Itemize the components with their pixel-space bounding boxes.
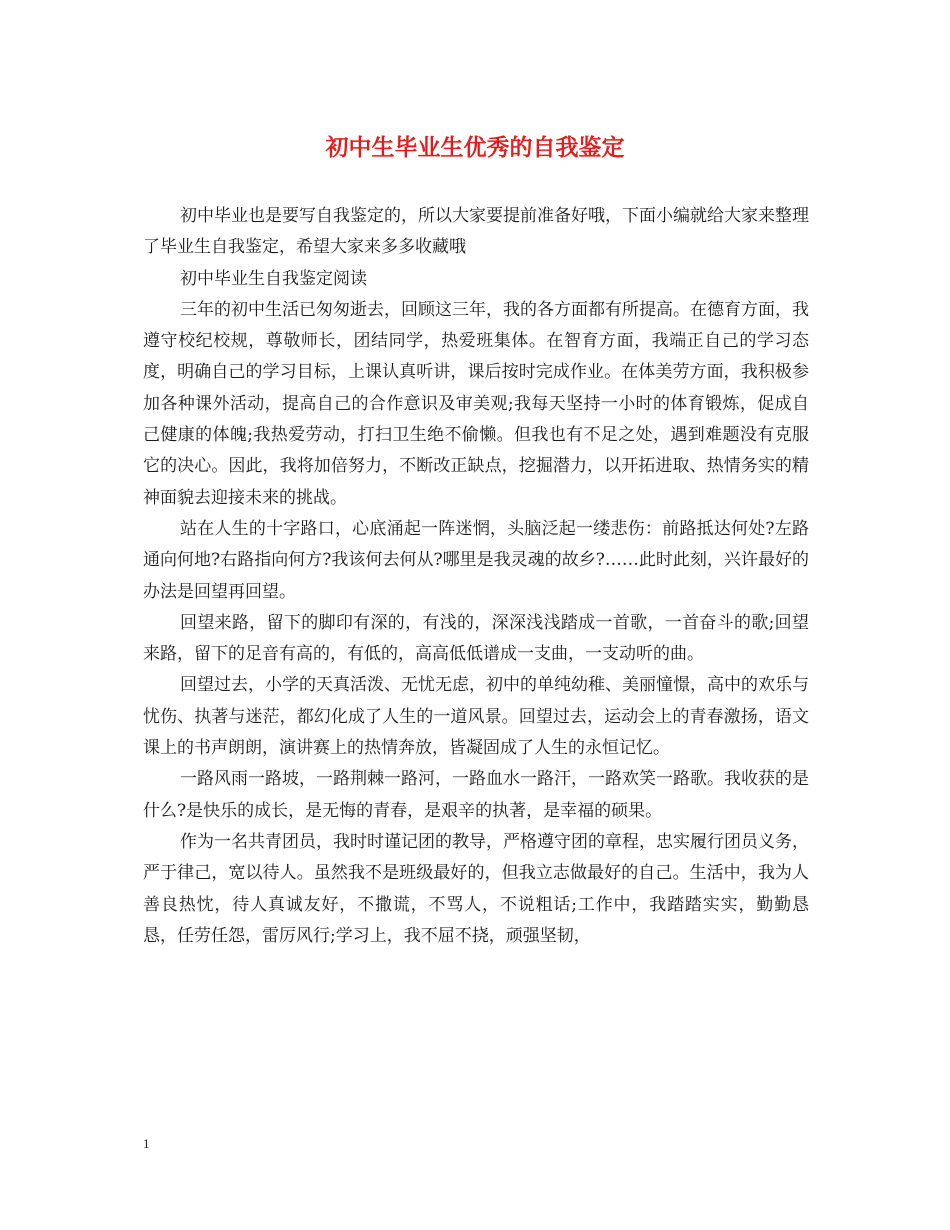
paragraph-harvest: 一路风雨一路坡，一路荆棘一路河，一路血水一路汗，一路欢笑一路歌。我收获的是什么?是快乐的成长，是无悔的青春，是艰辛的执著，是幸福的硕果。 xyxy=(143,769,809,821)
paragraph-crossroads: 站在人生的十字路口，心底涌起一阵迷惘，头脑泛起一缕悲伤：前路抵达何处?左路通向何地?右路指向何方?我该何去何从?哪里是我灵魂的故乡?……此时此刻，兴许最好的办法是回望再回望。 xyxy=(143,518,809,602)
paragraph-subheading: 初中毕业生自我鉴定阅读 xyxy=(180,268,367,289)
paragraph-three-years: 三年的初中生活已匆匆逝去，回顾这三年，我的各方面都有所提高。在德育方面，我遵守校纪校规，尊敬师长，团结同学，热爱班集体。在智育方面，我端正自己的学习态度，明确自己的学习目标，上课认真听讲，课后按时完成作业。在体美劳方面，我积极参加各种课外活动，提高自己的合作意识及审美观;我每天坚持一小时的体育锻炼，促成自己健康的体魄;我热爱劳动，打扫卫生绝不偷懒。但我也有不足之处，遇到难题没有克服它的决心。因此，我将加倍努力，不断改正缺点，挖掘潜力，以开拓进取、热情务实的精神面貌去迎接未来的挑战。 xyxy=(143,299,809,508)
paragraph-league-member: 作为一名共青团员，我时时谨记团的教导，严格遵守团的章程，忠实履行团员义务，严于律己，宽以待人。虽然我不是班级最好的，但我立志做最好的自己。生活中，我为人善良热忱，待人真诚友好，不撒谎，不骂人，不说粗话;工作中，我踏踏实实，勤勤恳恳，任劳任怨，雷厉风行;学习上，我不屈不挠，顽强坚韧， xyxy=(143,831,809,946)
paragraph-look-back-past: 回望过去，小学的天真活泼、无忧无虑，初中的单纯幼稚、美丽憧憬，高中的欢乐与忧伤、执著与迷茫，都幻化成了人生的一道风景。回望过去，运动会上的青春激扬，语文课上的书声朗朗，演讲赛上的热情奔放，皆凝固成了人生的永恒记忆。 xyxy=(143,675,809,759)
paragraph-intro: 初中毕业也是要写自我鉴定的，所以大家要提前准备好哦，下面小编就给大家来整理了毕业生自我鉴定，希望大家来多多收藏哦 xyxy=(143,206,809,258)
document-title: 初中生毕业生优秀的自我鉴定 xyxy=(325,134,625,161)
paragraph-look-back-road: 回望来路，留下的脚印有深的，有浅的，深深浅浅踏成一首歌，一首奋斗的歌;回望来路，留下的足音有高的，有低的，高高低低谱成一支曲，一支动听的曲。 xyxy=(143,612,809,665)
document-body xyxy=(143,201,809,952)
page-number: 1 xyxy=(143,1136,150,1151)
